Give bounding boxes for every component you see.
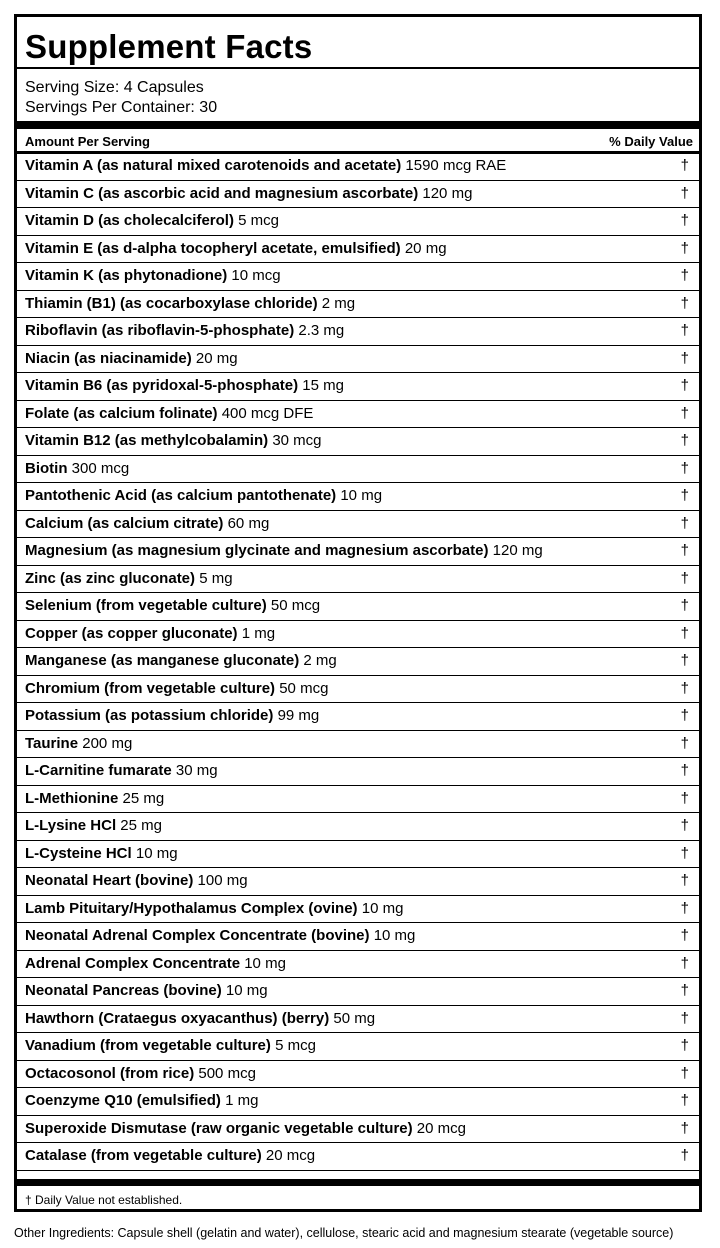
daily-value-dagger: † [680,597,689,614]
table-row [17,703,699,731]
nutrient-name: Niacin (as niacinamide) [25,349,192,367]
daily-value-dagger: † [680,762,689,779]
daily-value-dagger: † [680,817,689,834]
table-row [17,346,699,374]
nutrient-amount: 20 mg [404,239,447,257]
nutrient-name: Zinc (as zinc gluconate) [25,569,196,587]
nutrient-name: L-Lysine HCl [25,817,117,834]
daily-value-dagger: † [680,404,689,422]
nutrient-amount: 1 mg [225,1092,259,1109]
nutrient-amount: 5 mcg [275,1037,316,1054]
daily-value-dagger: † [680,679,689,697]
serving-size: Serving Size: 4 Capsules [25,79,204,96]
nutrient-amount: 1 mg [241,624,276,642]
table-row [17,648,699,676]
table-row [17,1088,699,1116]
daily-value-header: % Daily Value [609,134,693,149]
daily-value-dagger: † [680,322,689,339]
nutrient-name: Vitamin C (as ascorbic acid and magnesium ascorbate) [25,184,419,202]
nutrient-name: Neonatal Pancreas (bovine) [25,982,222,999]
table-row [17,538,699,566]
nutrient-amount: 1590 mcg RAE [405,157,507,174]
daily-value-dagger: † [680,294,689,312]
daily-value-dagger: † [680,239,689,257]
nutrient-name: Neonatal Adrenal Complex Concentrate (bovine) [25,927,370,944]
nutrient-amount: 120 mg [492,542,543,559]
nutrient-amount: 30 mg [175,762,218,779]
supplement-facts-panel [14,14,702,1212]
daily-value-dagger: † [680,157,689,174]
table-row [17,951,699,979]
daily-value-dagger: † [680,377,689,394]
daily-value-dagger: † [680,432,689,449]
daily-value-dagger: † [680,487,689,504]
table-row [17,566,699,594]
daily-value-dagger: † [680,459,689,477]
daily-value-dagger: † [680,707,689,724]
nutrient-amount: 15 mg [302,377,344,394]
nutrient-name: Catalase (from vegetable culture) [25,1147,262,1164]
daily-value-dagger: † [680,789,689,807]
nutrient-amount: 60 mg [227,514,270,532]
nutrient-amount: 10 mg [135,844,178,862]
nutrient-amount: 100 mg [197,872,248,889]
table-row [17,456,699,484]
table-row [17,786,699,814]
bottom-thick-rule [17,1179,699,1186]
daily-value-dagger: † [680,1064,689,1082]
table-row [17,373,699,401]
nutrient-amount: 2 mg [321,294,356,312]
nutrient-amount: 10 mg [225,982,268,999]
daily-value-dagger: † [680,1009,689,1027]
nutrient-amount: 300 mcg [71,459,130,477]
daily-value-dagger: † [680,844,689,862]
daily-value-dagger: † [680,982,689,999]
nutrient-name: Taurine [25,734,79,752]
table-row [17,291,699,319]
nutrient-name: Calcium (as calcium citrate) [25,514,224,532]
table-row [17,401,699,429]
nutrient-amount: 20 mcg [265,1147,316,1164]
nutrient-name: Superoxide Dismutase (raw organic vegetable culture) [25,1119,413,1137]
footnote: † Daily Value not established. [25,1193,183,1207]
table-row [17,511,699,539]
daily-value-dagger: † [680,1092,689,1109]
table-row [17,758,699,786]
column-header [25,134,693,150]
nutrient-amount: 30 mcg [272,432,322,449]
nutrient-amount: 400 mcg DFE [221,404,314,422]
nutrient-name: L-Methionine [25,789,119,807]
table-row [17,318,699,346]
nutrient-amount: 200 mg [82,734,133,752]
nutrient-amount: 20 mcg [416,1119,466,1137]
nutrient-amount: 50 mcg [279,679,329,697]
nutrient-amount: 20 mg [195,349,238,367]
nutrient-name: Vitamin B6 (as pyridoxal-5-phosphate) [25,377,299,394]
nutrient-name: Vitamin A (as natural mixed carotenoids and acetate) [25,157,402,174]
daily-value-dagger: † [680,542,689,559]
daily-value-dagger: † [680,1147,689,1164]
daily-value-dagger: † [680,349,689,367]
nutrient-amount: 5 mcg [238,212,279,229]
nutrient-amount: 50 mg [333,1009,376,1027]
table-row [17,896,699,924]
table-row [17,676,699,704]
nutrient-amount: 2.3 mg [298,322,345,339]
nutrient-amount: 99 mg [277,707,320,724]
daily-value-dagger: † [680,267,689,284]
nutrient-name: Vitamin D (as cholecalciferol) [25,212,234,229]
table-row [17,263,699,291]
amount-per-serving-header: Amount Per Serving [25,134,150,149]
table-row [17,813,699,841]
nutrient-name: Pantothenic Acid (as calcium pantothenate) [25,487,337,504]
table-row [17,208,699,236]
table-row [17,428,699,456]
nutrient-amount: 10 mg [373,927,416,944]
nutrient-name: Octacosonol (from rice) [25,1064,195,1082]
daily-value-dagger: † [680,899,689,917]
title-rule [17,67,699,69]
nutrient-name: Vanadium (from vegetable culture) [25,1037,271,1054]
daily-value-dagger: † [680,212,689,229]
nutrient-amount: 10 mcg [231,267,281,284]
table-row [17,868,699,896]
table-row [17,841,699,869]
nutrient-name: Chromium (from vegetable culture) [25,679,276,697]
daily-value-dagger: † [680,652,689,669]
nutrient-name: L-Carnitine fumarate [25,762,172,779]
nutrient-name: L-Cysteine HCl [25,844,132,862]
daily-value-dagger: † [680,734,689,752]
table-row [17,1006,699,1034]
nutrient-name: Vitamin B12 (as methylcobalamin) [25,432,269,449]
daily-value-dagger: † [680,184,689,202]
table-row [17,593,699,621]
daily-value-dagger: † [680,624,689,642]
nutrient-name: Selenium (from vegetable culture) [25,597,267,614]
nutrient-name: Folate (as calcium folinate) [25,404,218,422]
nutrient-name: Manganese (as manganese gluconate) [25,652,300,669]
nutrient-amount: 25 mg [122,789,165,807]
nutrient-name: Magnesium (as magnesium glycinate and magnesium ascorbate) [25,542,489,559]
table-row [17,978,699,1006]
table-row [17,1116,699,1144]
daily-value-dagger: † [680,1119,689,1137]
table-row [17,1143,699,1171]
nutrient-amount: 2 mg [303,652,337,669]
table-row [17,236,699,264]
nutrient-amount: 10 mg [361,899,404,917]
nutrient-name: Lamb Pituitary/Hypothalamus Complex (ovine) [25,899,358,917]
nutrient-amount: 50 mcg [270,597,321,614]
servings-per-container: Servings Per Container: 30 [25,99,218,116]
nutrient-amount: 500 mcg [198,1064,256,1082]
daily-value-dagger: † [680,927,689,944]
table-row [17,1033,699,1061]
nutrient-amount: 120 mg [422,184,473,202]
nutrient-name: Vitamin E (as d-alpha tocopheryl acetate, emulsified) [25,239,401,257]
nutrient-name: Coenzyme Q10 (emulsified) [25,1092,221,1109]
nutrient-amount: 10 mg [244,954,286,972]
table-row [17,621,699,649]
table-row [17,1061,699,1089]
nutrient-name: Copper (as copper gluconate) [25,624,238,642]
other-ingredients: Other Ingredients: Capsule shell (gelatin and water), cellulose, stearic acid and magnesium stearate (vegetable source) [14,1226,674,1240]
nutrient-name: Vitamin K (as phytonadione) [25,267,228,284]
nutrient-amount: 10 mg [340,487,383,504]
daily-value-dagger: † [680,954,689,972]
nutrient-name: Hawthorn (Crataegus oxyacanthus) (berry) [25,1009,330,1027]
nutrient-amount: 25 mg [120,817,162,834]
nutrient-name: Neonatal Heart (bovine) [25,872,194,889]
table-row [17,153,699,181]
nutrient-name: Potassium (as potassium chloride) [25,707,274,724]
serving-thick-rule [17,121,699,129]
nutrient-amount: 5 mg [199,569,233,587]
nutrient-name: Biotin [25,459,68,477]
panel-title: Supplement Facts [25,28,313,65]
nutrient-name: Adrenal Complex Concentrate [25,954,241,972]
daily-value-dagger: † [680,569,689,587]
nutrient-list [17,153,699,1171]
table-row [17,923,699,951]
table-row [17,483,699,511]
nutrient-name: Thiamin (B1) (as cocarboxylase chloride) [25,294,318,312]
table-row [17,731,699,759]
table-row [17,181,699,209]
daily-value-dagger: † [680,872,689,889]
daily-value-dagger: † [680,1037,689,1054]
nutrient-name: Riboflavin (as riboflavin-5-phosphate) [25,322,295,339]
daily-value-dagger: † [680,514,689,532]
